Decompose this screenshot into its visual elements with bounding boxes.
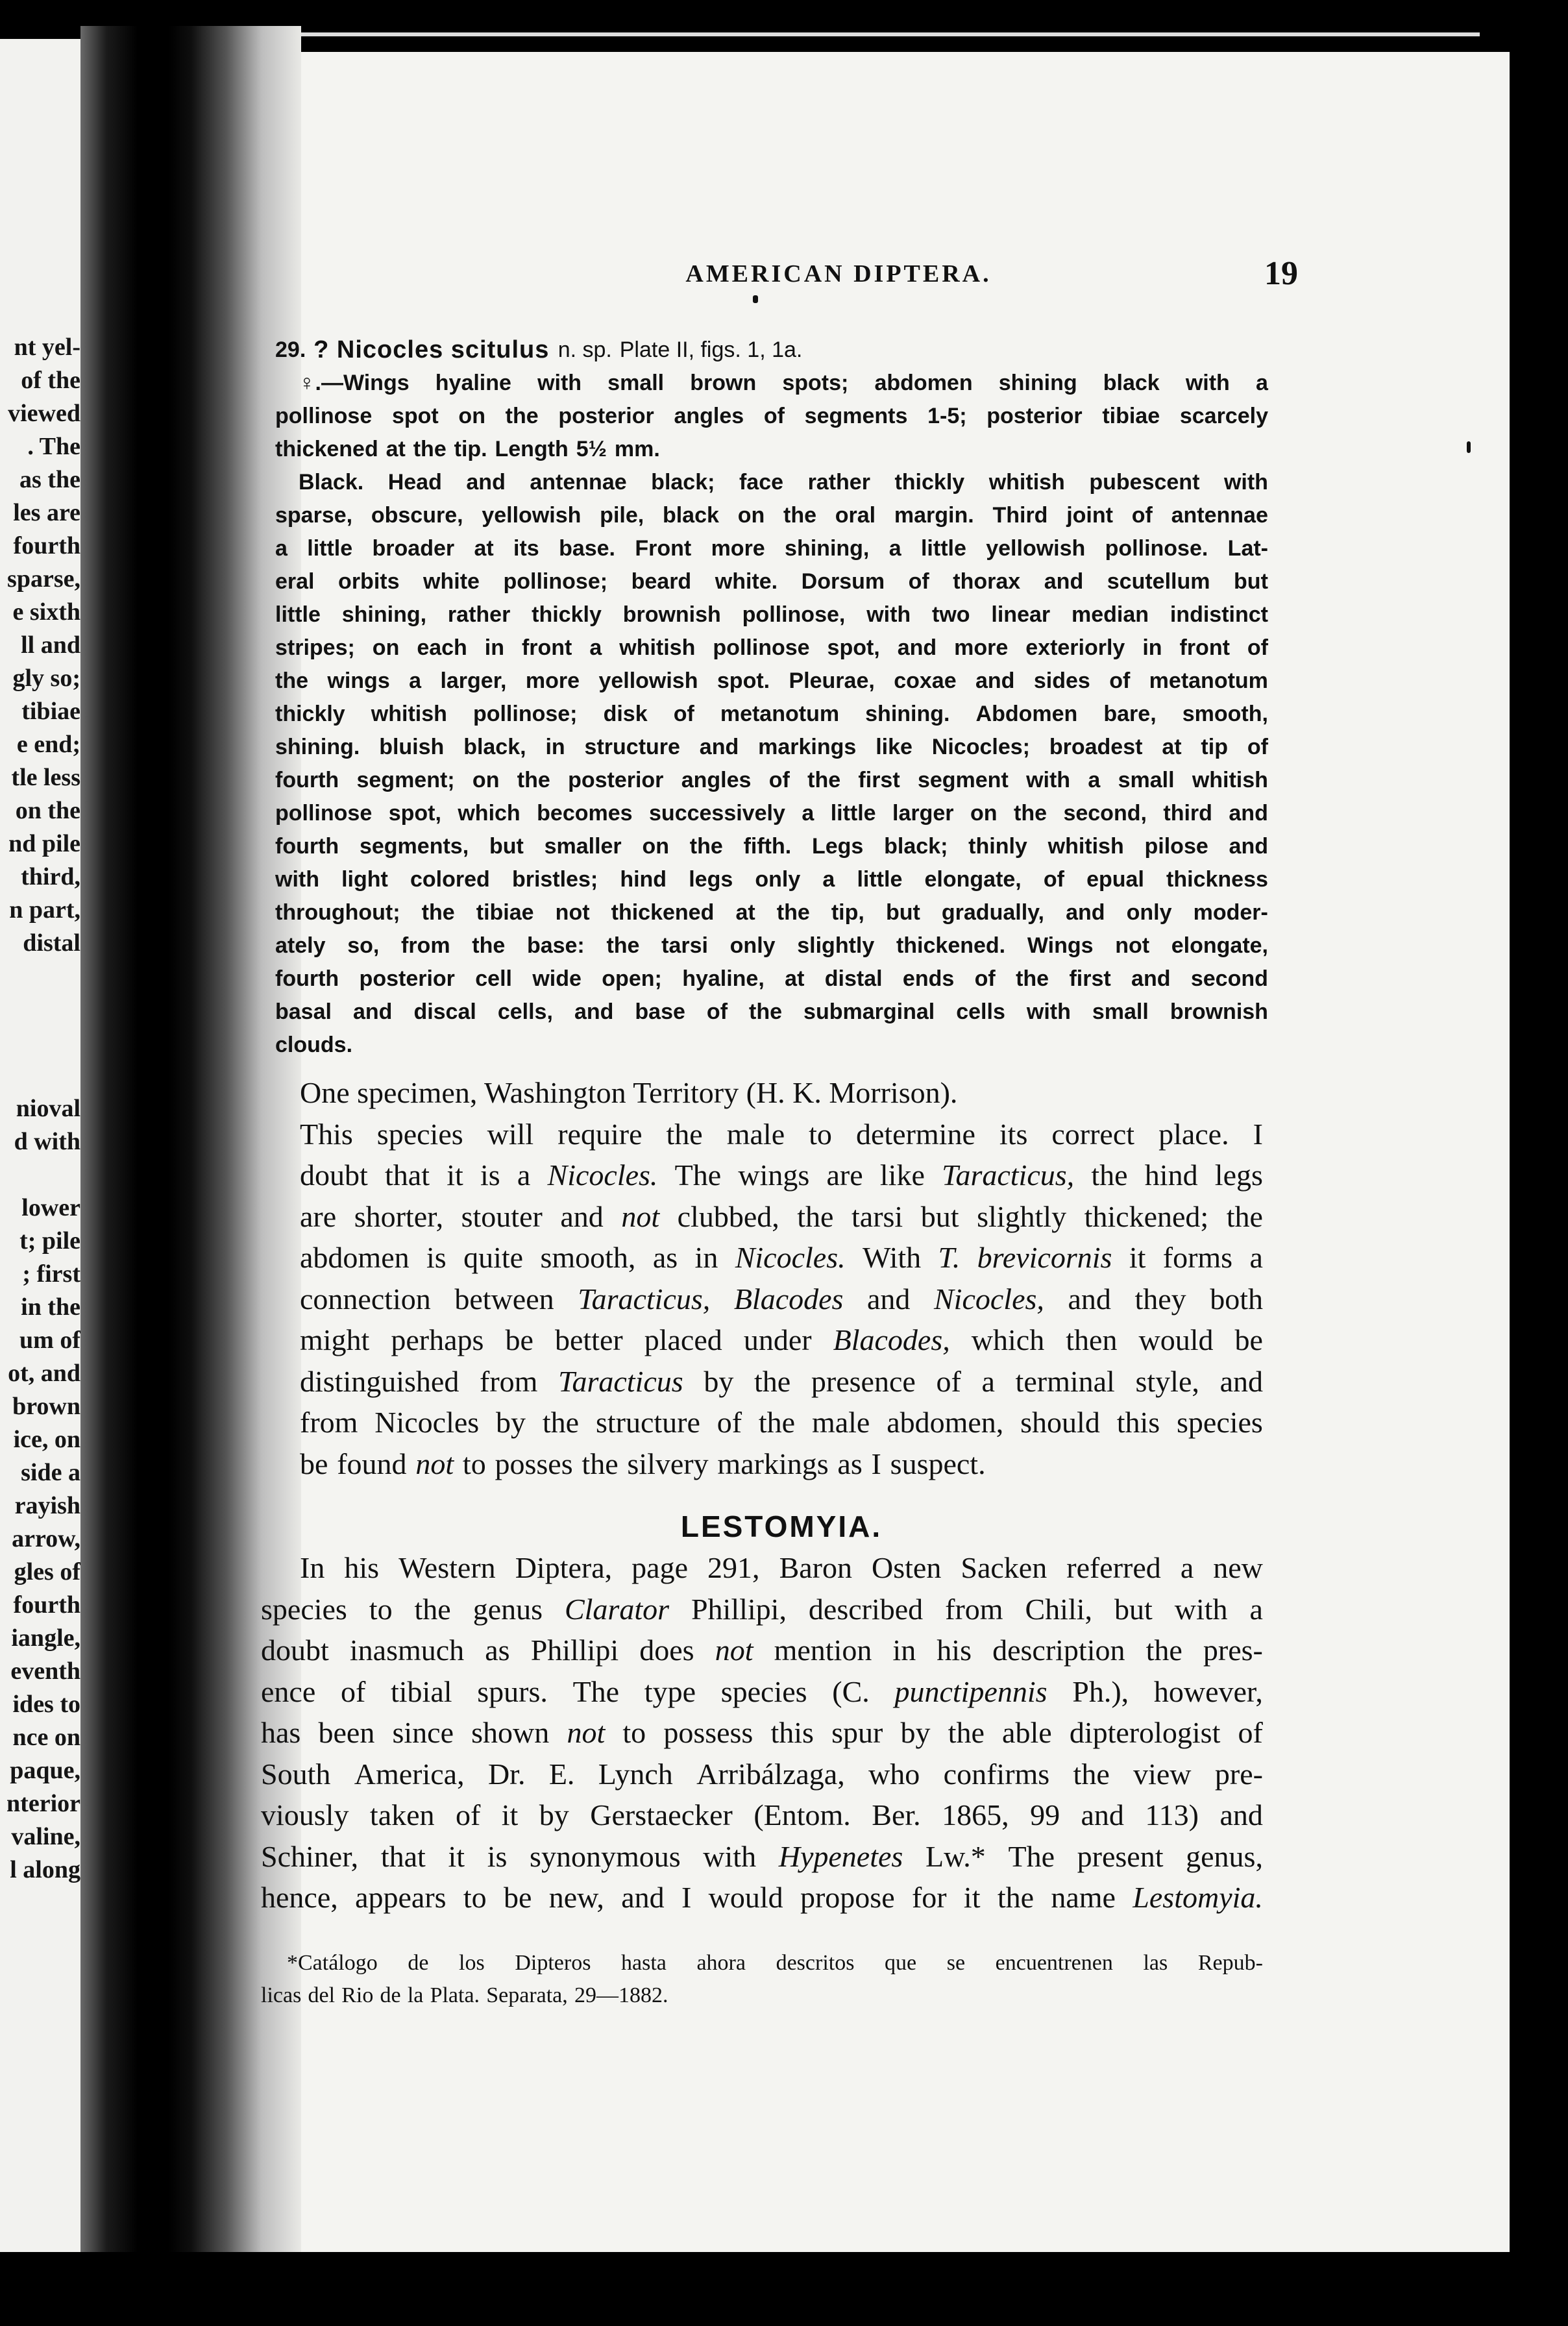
book-gutter-shadow [80, 26, 301, 2252]
left-page-line [0, 1059, 80, 1092]
text-line: thickened at the tip. Length 5½ mm. [275, 437, 660, 461]
text-line: from Nicocles by the structure of the male abdomen, should this species [300, 1406, 1263, 1439]
left-page-line: ll and [21, 631, 80, 659]
left-page-line: sparse, [7, 565, 80, 593]
text-line: the wings a larger, more yellowish spot. Pleurae, coxae and sides of metanotum [275, 668, 1268, 693]
left-page-line: viewed [8, 400, 80, 427]
left-page-line: nt yel- [14, 334, 80, 361]
text-line: shining. bluish black, in structure and markings like Nicocles; broadest at tip of [275, 735, 1268, 759]
left-page-line: nioval [16, 1095, 80, 1122]
text-line: ately so, from the base: the tarsi only slightly thickened. Wings not elongate, [275, 933, 1268, 958]
text-line: *Catálogo de los Dipteros hasta ahora descritos que se encuentrenen las Repub- [287, 1951, 1263, 1975]
print-speck [1467, 441, 1471, 453]
text-line: In his Western Diptera, page 291, Baron Osten Sacken referred a new [300, 1551, 1263, 1584]
text-line: South America, Dr. E. Lynch Arribálzaga, who confirms the view pre- [261, 1757, 1263, 1791]
text-line: thickly whitish pollinose; disk of metanotum shining. Abdomen bare, smooth, [275, 702, 1268, 726]
species-number: 29. [275, 337, 306, 362]
footnote [261, 1947, 1263, 2012]
left-page-line: gly so; [12, 665, 80, 692]
left-page-line: iangle, [11, 1624, 80, 1652]
left-page-line: ; first [22, 1260, 80, 1288]
left-page-line: lower [21, 1194, 80, 1221]
left-page-line: gles of [14, 1558, 80, 1585]
left-page-text-column [0, 331, 80, 1887]
text-line: fourth posterior cell wide open; hyaline, at distal ends of the first and second [275, 966, 1268, 991]
species-status: n. sp. [557, 337, 612, 362]
text-line: eral orbits white pollinose; beard white. Dorsum of thorax and scutellum but [275, 569, 1268, 594]
species-description [275, 334, 1268, 1062]
text-line: with light colored bristles; hind legs only a little elongate, of epual thickness [275, 867, 1268, 892]
text-line: fourth segments, but smaller on the fifth. Legs black; thinly whitish pilose and [275, 834, 1268, 859]
text-line: might perhaps be better placed under Blacodes, which then would be [300, 1323, 1263, 1356]
left-page-line: nterior [6, 1790, 80, 1817]
left-page-line: ice, on [13, 1426, 80, 1453]
left-page-line: nd pile [8, 830, 80, 857]
running-head: AMERICAN DIPTERA. [685, 260, 992, 288]
left-page-line: . The [27, 433, 80, 460]
left-page-line: distal [23, 929, 80, 957]
text-line: doubt that it is a Nicocles. The wings are like Taracticus, the hind legs [300, 1158, 1263, 1192]
left-page-line: in the [21, 1293, 80, 1321]
footnote-lines [261, 1947, 1263, 2012]
text-line: little shining, rather thickly brownish pollinose, with two linear median indistinct [275, 602, 1268, 627]
text-line: be found not to posses the silvery markings as I suspect. [300, 1447, 986, 1480]
scan-border-bottom [0, 2252, 1568, 2326]
left-page-line: side a [21, 1459, 80, 1486]
left-page-line: les are [13, 499, 80, 526]
left-page-line: fourth [13, 1591, 80, 1619]
lestomyia-section [261, 1547, 1263, 1918]
lestomyia-lines [261, 1547, 1263, 1918]
left-page-line: paque, [10, 1757, 80, 1784]
text-line: species to the genus Clarator Phillipi, described from Chili, but with a [261, 1592, 1263, 1626]
left-page-line [0, 993, 80, 1026]
text-line: doubt inasmuch as Phillipi does not mention in his description the pres- [261, 1634, 1263, 1667]
species-name: ? Nicocles scitulus [313, 336, 550, 363]
left-page-line [0, 1026, 80, 1059]
left-page-line [0, 1158, 80, 1192]
text-line: has been since shown not to possess this spur by the able dipterologist of [261, 1716, 1263, 1749]
description-lines [275, 367, 1268, 1062]
text-line: This species will require the male to determine its correct place. I [300, 1117, 1263, 1151]
text-line: stripes; on each in front a whitish pollinose spot, and more exteriorly in front of [275, 635, 1268, 660]
text-line: hence, appears to be new, and I would propose for it the name Lestomyia. [261, 1881, 1263, 1914]
left-page-line: d with [14, 1128, 80, 1155]
left-page-line: tle less [11, 764, 80, 791]
left-page-line: rayish [14, 1492, 80, 1519]
left-page-line: on the [15, 797, 80, 824]
left-page-line: valine, [11, 1823, 80, 1850]
remarks-section [300, 1072, 1263, 1484]
text-line: Black. Head and antennae black; face rather thickly whitish pubescent with [299, 470, 1268, 495]
text-line: pollinose spot on the posterior angles of segments 1-5; posterior tibiae scarcely [275, 404, 1268, 428]
left-page-line: n part, [9, 896, 80, 924]
left-page-line: ides to [12, 1691, 80, 1718]
left-page-line: fourth [13, 532, 80, 559]
text-line: distinguished from Taracticus by the presence of a terminal style, and [300, 1364, 1263, 1398]
text-line: are shorter, stouter and not clubbed, the tarsi but slightly thickened; the [300, 1199, 1263, 1233]
left-page-line: brown [12, 1393, 80, 1420]
text-line: abdomen is quite smooth, as in Nicocles. With T. brevicornis it forms a [300, 1241, 1263, 1274]
left-page-line: e end; [16, 731, 80, 758]
species-heading-line [275, 334, 1268, 367]
left-page-line: arrow, [12, 1525, 80, 1552]
species-plate: Plate II, figs. 1, 1a. [619, 337, 803, 362]
text-line: pollinose spot, which becomes successively a little larger on the second, third and [275, 801, 1268, 826]
text-line: connection between Taracticus, Blacodes and Nicocles, and they both [300, 1282, 1263, 1316]
text-line: throughout; the tibiae not thickened at the tip, but gradually, and only moder- [275, 900, 1268, 925]
left-page-line: l along [10, 1856, 80, 1883]
text-line: a little broader at its base. Front more shining, a little yellowish pollinose. Lat- [275, 536, 1268, 561]
text-line: clouds. [275, 1033, 353, 1057]
text-line: ence of tibial spurs. The type species (C. punctipennis Ph.), however, [261, 1674, 1263, 1708]
left-page-line: t; pile [19, 1227, 80, 1255]
left-page-line: of the [21, 367, 80, 394]
text-line: ♀.—Wings hyaline with small brown spots; abdomen shining black with a [299, 371, 1268, 395]
left-page-line: ot, and [8, 1360, 80, 1387]
text-line: fourth segment; on the posterior angles of the first segment with a small whitish [275, 768, 1268, 792]
left-page-line: eventh [10, 1658, 80, 1685]
page-number: 19 [1264, 255, 1298, 292]
left-page-line [0, 960, 80, 993]
left-page-line: third, [21, 863, 80, 890]
text-line: Schiner, that it is synonymous with Hypenetes Lw.* The present genus, [261, 1839, 1263, 1873]
text-line: licas del Rio de la Plata. Separata, 29—1882. [261, 1983, 668, 2007]
left-page-line: as the [19, 466, 80, 493]
section-heading: LESTOMYIA. [680, 1510, 883, 1543]
left-page-line: e sixth [12, 598, 80, 626]
print-speck [753, 295, 758, 303]
text-line: basal and discal cells, and base of the submarginal cells with small brownish [275, 999, 1268, 1024]
scan-edge-line [247, 32, 1480, 36]
left-page-line: nce on [12, 1724, 80, 1751]
left-page-line: um of [19, 1327, 80, 1354]
text-line: viously taken of it by Gerstaecker (Entom. Ber. 1865, 99 and 113) and [261, 1798, 1263, 1831]
left-page-line: tibiae [21, 698, 80, 725]
specimen-line: One specimen, Washington Territory (H. K. Morrison). [300, 1076, 958, 1109]
remarks-lines [300, 1114, 1263, 1485]
text-line: sparse, obscure, yellowish pile, black on the oral margin. Third joint of antennae [275, 503, 1268, 528]
